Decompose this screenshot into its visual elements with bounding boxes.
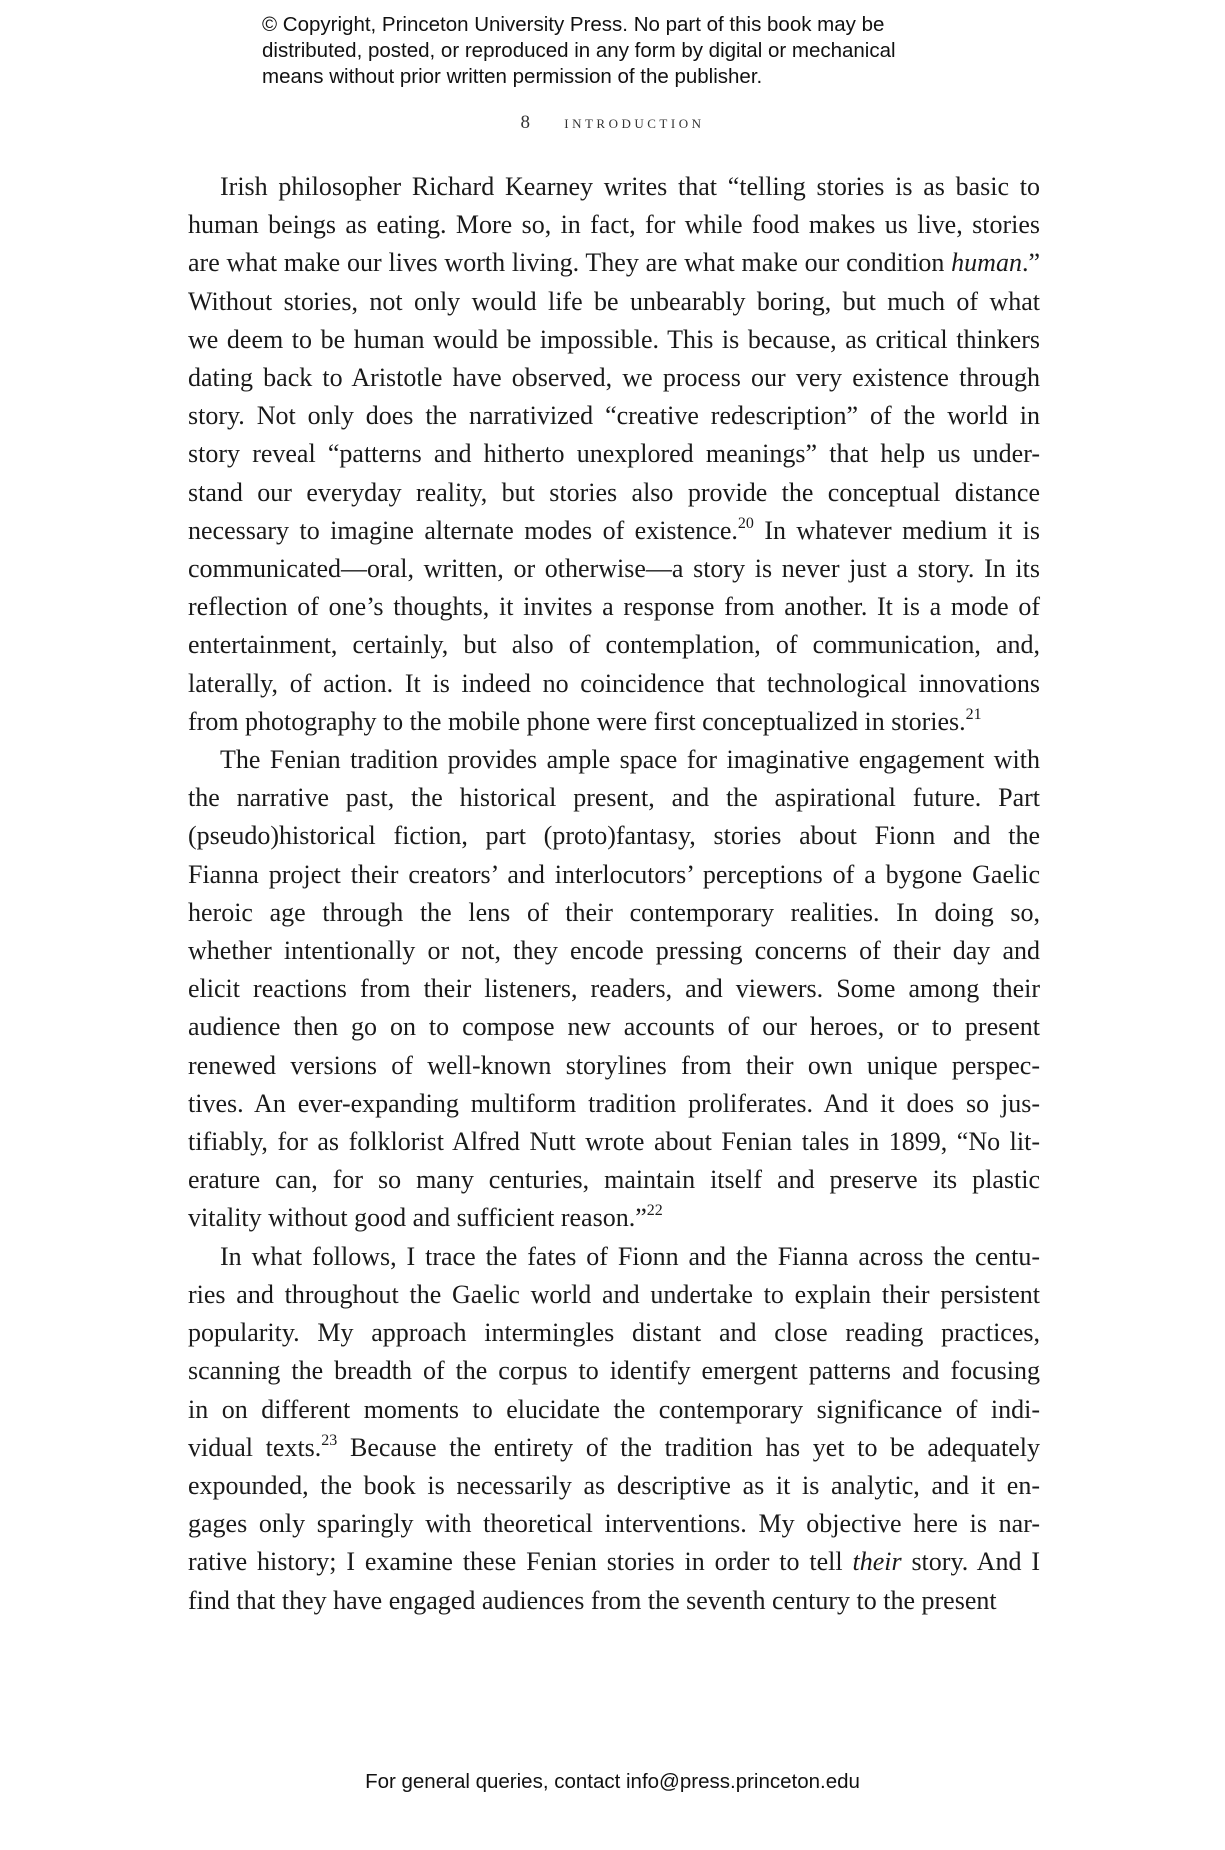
copyright-line-1: © Copyright, Princeton University Press. No part of this book may be	[262, 13, 885, 36]
contact-footer: For general queries, contact info@press.princeton.edu	[365, 1770, 860, 1793]
footnote-reference[interactable]: 21	[965, 705, 982, 723]
footnote-reference[interactable]: 22	[646, 1202, 663, 1220]
text-line: necessary to imagine alternate modes of existence.$^{20}$ In whatever medium it is	[188, 514, 1040, 545]
text-line: heroic age through the lens of their contemporary realities. In doing so,	[188, 897, 1040, 927]
text-line: stand our everyday reality, but stories also provide the conceptual distance	[188, 477, 1040, 507]
text-line: rative history; I examine these Fenian stories in order to tell their story. And I	[188, 1547, 1040, 1577]
text-line: popularity. My approach intermingles distant and close reading practices,	[188, 1318, 1040, 1348]
paragraph	[188, 168, 1040, 741]
text-line: dating back to Aristotle have observed, we process our very existence through	[188, 363, 1040, 393]
text-line: tifiably, for as folklorist Alfred Nutt wrote about Fenian tales in 1899, “No lit-	[188, 1127, 1040, 1157]
footnote-reference[interactable]: 23	[321, 1431, 338, 1449]
text-line: in on different moments to elucidate the contemporary significance of indi-	[188, 1394, 1040, 1424]
text-line: elicit reactions from their listeners, readers, and viewers. Some among their	[188, 974, 1040, 1004]
text-line: The Fenian tradition provides ample space for imaginative engagement with	[220, 745, 1040, 775]
text-line: Without stories, not only would life be unbearably boring, but much of what	[188, 286, 1040, 316]
text-line: from photography to the mobile phone were first conceptualized in stories.$^{21}$	[188, 705, 982, 736]
text-line: Irish philosopher Richard Kearney writes that “telling stories is as basic to	[220, 172, 1040, 201]
text-line: entertainment, certainly, but also of contemplation, of communication, and,	[188, 630, 1040, 660]
copyright-line-3: means without prior written permission of the publisher.	[262, 65, 763, 88]
text-line: Fianna project their creators’ and interlocutors’ perceptions of a bygone Gaelic	[188, 859, 1040, 889]
text-line: are what make our lives worth living. They are what make our condition human.”	[188, 248, 1040, 278]
text-line: communicated—oral, written, or otherwise—a story is never just a story. In its	[188, 554, 1040, 584]
text-line: human beings as eating. More so, in fact, for while food makes us live, stories	[188, 210, 1040, 240]
section-title: introduction	[564, 112, 705, 133]
text-line: vitality without good and sufficient reason.”$^{22}$	[188, 1202, 663, 1233]
paragraph	[188, 741, 1040, 1238]
text-line: find that they have engaged audiences from the seventh century to the present	[188, 1585, 997, 1615]
text-line: story. Not only does the narrativized “creative redescription” of the world in	[188, 401, 1040, 431]
text-line: we deem to be human would be impossible. This is because, as critical thinkers	[188, 324, 1040, 354]
text-line: gages only sparingly with theoretical interventions. My objective here is nar-	[188, 1509, 1040, 1539]
footnote-reference[interactable]: 20	[737, 514, 754, 532]
page-number: 8	[520, 112, 531, 133]
text-line: the narrative past, the historical present, and the aspirational future. Part	[188, 783, 1040, 813]
italic-text: human	[951, 248, 1022, 278]
text-line: story reveal “patterns and hitherto unexplored meanings” that help us under-	[188, 439, 1040, 469]
text-line: scanning the breadth of the corpus to identify emergent patterns and focusing	[188, 1356, 1040, 1386]
copyright-notice	[262, 12, 1022, 90]
copyright-line-2: distributed, posted, or reproduced in any form by digital or mechanical	[262, 39, 896, 62]
text-line: ries and throughout the Gaelic world and undertake to explain their persistent	[188, 1279, 1040, 1309]
text-line: audience then go on to compose new accounts of our heroes, or to present	[188, 1012, 1040, 1042]
text-line: tives. An ever-expanding multiform tradition proliferates. And it does so jus-	[188, 1088, 1040, 1118]
body-text	[188, 168, 1040, 1620]
text-line: reflection of one’s thoughts, it invites a response from another. It is a mode of	[188, 592, 1040, 622]
running-head	[0, 112, 1225, 134]
text-line: erature can, for so many centuries, maintain itself and preserve its plastic	[188, 1165, 1040, 1195]
text-line: renewed versions of well-known storylines from their own unique perspec-	[188, 1050, 1040, 1080]
text-line: (pseudo)historical fiction, part (proto)fantasy, stories about Fionn and the	[188, 821, 1040, 851]
text-line: laterally, of action. It is indeed no coincidence that technological innovations	[188, 668, 1040, 698]
text-line: In what follows, I trace the fates of Fionn and the Fianna across the centu-	[220, 1241, 1040, 1271]
text-line: vidual texts.$^{23}$ Because the entirety of the tradition has yet to be adequately	[188, 1431, 1041, 1462]
italic-text: their	[852, 1547, 902, 1577]
paragraph	[188, 1238, 1040, 1620]
text-line: whether intentionally or not, they encode pressing concerns of their day and	[188, 936, 1040, 966]
text-line: expounded, the book is necessarily as descriptive as it is analytic, and it en-	[188, 1470, 1040, 1500]
